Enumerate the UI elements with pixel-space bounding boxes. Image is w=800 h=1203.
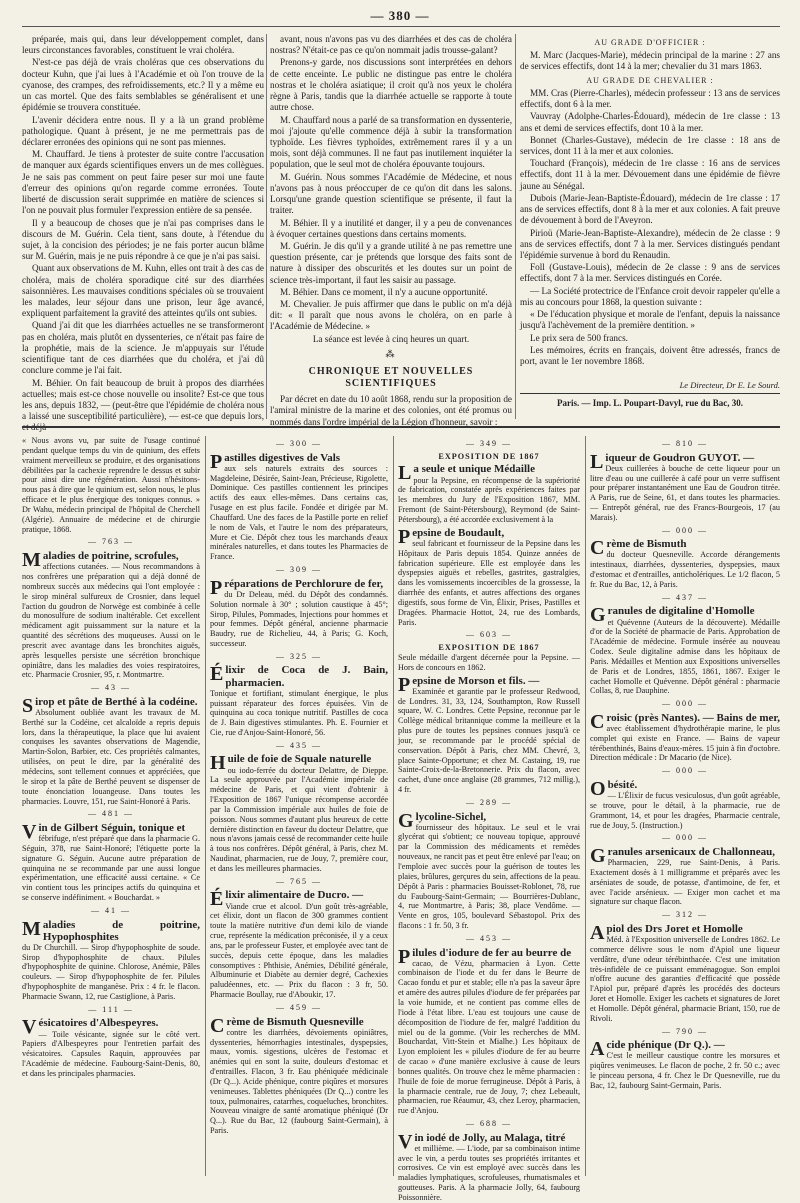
ad-heading bbox=[590, 844, 780, 867]
ad-title: lycoline-Sichel, bbox=[415, 810, 487, 823]
ad-heading bbox=[22, 694, 200, 717]
advertisement bbox=[590, 779, 780, 830]
drop-initial: A bbox=[590, 921, 605, 944]
advertisement bbox=[590, 1039, 780, 1090]
advertisement bbox=[22, 696, 200, 807]
column-divider bbox=[205, 436, 206, 1176]
ad-title: lixir alimentaire de Ducro. — bbox=[225, 889, 364, 902]
paragraph: M. Béhier. On fait beaucoup de bruit à propos des diarrhées actuelles; mais est-ce chose nouvelle ou insolite? Est-ce que tous les ans, depuis 1832, — (peut-être que l'épidémie de choléra nous a laissé une susceptibilité particulière), — est-ce que depuis lors, et déjà bbox=[22, 377, 264, 433]
drop-initial: C bbox=[590, 537, 605, 560]
ad-title: ranules de digitaline d'Homolle bbox=[607, 605, 755, 618]
advertisement bbox=[210, 578, 388, 649]
paragraph: M. Béhier. Dans ce moment, il n'y a aucune opportunité. bbox=[280, 286, 488, 297]
ad-heading bbox=[398, 673, 580, 696]
ad-title: ésicatoires d'Albespeyres. bbox=[38, 1017, 159, 1030]
ad-body: du Dr Deleau, méd. du Dépôt des condamnés. Solution normale à 30° ; solution caustique à 45°; Sirop, Pilules, Pommades, Injections pour hommes et pour femmes. Dépôt général, ancienne pharmacie Baudry, rue de Richelieu, 44, à Paris; G. Koch, successeur. bbox=[210, 589, 388, 649]
paragraph: M. Guérin. Je dis qu'il y a grande utilité à ne pas remettre une question présente, car je prétends que lorsque des faits sont de nature à dissiper des obscurités et les doutes sur un point de science très-important, il faut les saisir au passage. bbox=[270, 240, 512, 285]
paragraph: M. Chevalier. Je puis affirmer que dans le public on m'a déjà dit: « Il paraît que nous avons le choléra, on en parle à l'Académie de Médecine. » bbox=[270, 299, 512, 332]
ad-number: — 000 — bbox=[662, 699, 708, 709]
ad-body: cacao, de Vézu, pharmacien à Lyon. Cette combinaison de l'iode et du fer dans le Beurre de Cacao fondu et pur et stable; elle n'a pas la saveur âpre et amère des autres pilules d'iodure de fer préparées par la voie humide, et ne contient pas comme elles de l'iode à l'état libre. L'eau est toujours une cause de décomposition de l'iodure de fer, malgré l'addition du miel ou de la gomme. (Voir les recherches de MM. Bouchardat, Vitt-Stein et Mialhe.) Les hôpitaux de Lyon emploient les « pilules d'iodure de fer au beurre de cacao » d'une manière exclusive à cause de leurs bonnes qualités. On trouve chez le même pharmacien : l'huile de foie de morue ferrugineuse. Dépôt à Paris, à la pharmacie centrale, rue de Jouy, 7; chez Lebeault, pharmacien, rue Réaumur, 43, chez Leroy, pharmacien, rue d'Anjou. bbox=[398, 958, 580, 1116]
ads-column-1 bbox=[22, 436, 200, 1176]
ad-number: — 603 — bbox=[466, 630, 512, 640]
ad-heading bbox=[590, 604, 780, 627]
ad-body: C'est le meilleur caustique contre les morsures et piqûres venimeuses. Le flacon de poche, 2 fr. 50 c.; avec le pinceau persona, 4 fr. Chez le Dr Quesneville, rue du Bac, 12, faubourg Saint-Germain, Paris. bbox=[590, 1051, 780, 1090]
drop-initial: V bbox=[22, 820, 37, 843]
ad-body: Viande crue et alcool. D'un goût très-agréable, cet élixir, dont un flacon de 300 grammes contient toute la matière nutritive d'un demi kilo de viande crue, représente la médication préconisée, il y a ceux ans, par le professeur Fuster, et employée avec tant de succès, depuis cette époque, dans les maladies consomptives : Phthisie, Anémies, Débilité générale, Albuminurie et Diabète au dernier degré, Cachexies paludéennes, etc. — Prix du flacon : 3 fr, 50. Pharmacie Boullay, rue d'Aboukir, 17. bbox=[210, 901, 388, 1000]
advertisement bbox=[590, 538, 780, 589]
ad-body: fournisseur des hôpitaux. Le seul et le vrai glycérat qui s'obtient; ce nouveau topique, approuvé par la Commission des médicaments et remèdes nouveaux, ne rancit pas et peut être enlevé par l'eau; on l'emploie avec succès pour la guérison de toutes les plaies, brûlures, gerçures du sein, affections de la peau. Dépôt à Paris : pharmacies Bouisset-Roblonet, 78, rue du Faubourg-Saint-Germain; — Bourrières-Dublanc, 4, rue Montmartre, à Paris; 38, place Vendôme. — Vente en gros, 105, boulevard Sébastopol. Prix des flacons : 1 fr. 50, 3 fr. bbox=[398, 822, 580, 931]
drop-initial: É bbox=[210, 888, 224, 911]
advertisement bbox=[398, 947, 580, 1117]
ad-body: et millième. — L'iode, par sa combinaison intime avec le vin, a perdu toutes ses propriétés irritantes et corrosives. Ce vin est employé avec succès dans les maladies lymphatiques, scrofuleuses, rhumatismales et goutteuses. Paris. A la pharmacie Jolly, 64, faubourg Poissonnière. bbox=[398, 1143, 580, 1202]
ad-title: irop et pâte de Berthé à la codéine. bbox=[35, 695, 198, 708]
advertisement bbox=[590, 846, 780, 907]
ad-number: — 437 — bbox=[662, 592, 708, 602]
drop-initial: G bbox=[590, 604, 606, 627]
ad-number: — 000 — bbox=[662, 833, 708, 843]
advertisement bbox=[398, 463, 580, 524]
paragraph: La séance est levée à cinq heures un quart. bbox=[312, 333, 470, 344]
ad-number: — 325 — bbox=[276, 651, 322, 661]
ad-title: cide phénique (Dr Q.). — bbox=[606, 1039, 725, 1052]
ad-section-title: EXPOSITION DE 1867 bbox=[438, 451, 540, 461]
ad-body: du Dr Churchill. — Sirop d'hypophosphite de soude. Sirop d'hypophosphite de chaux. Pilules d'hypophosphite de quinine. Chlorose, Anémie, Pâles couleurs. — Sirop d'hypophosphite de fer. Pilules d'hypophosphite de manganèse. Prix : 4 fr. le flacon. Pharmacie Swann, 12, rue Castiglione, à Paris. bbox=[22, 942, 200, 1001]
drop-initial: G bbox=[398, 809, 414, 832]
drop-initial: L bbox=[398, 462, 412, 485]
ad-heading bbox=[398, 945, 580, 968]
drop-initial: S bbox=[22, 694, 34, 717]
ad-heading bbox=[210, 752, 388, 775]
ad-title: epsine de Morson et fils. — bbox=[412, 674, 540, 687]
ad-title: aladies de poitrine, Hypophosphites bbox=[42, 918, 200, 943]
drop-initial: G bbox=[590, 844, 606, 867]
ad-heading bbox=[210, 1014, 388, 1037]
paragraph: Le prix sera de 500 francs. bbox=[530, 332, 628, 343]
drop-initial: P bbox=[210, 576, 223, 599]
advertisement bbox=[590, 605, 780, 696]
advertisement bbox=[590, 452, 780, 523]
ad-heading bbox=[210, 450, 388, 473]
ad-body: pour la Pepsine, en récompense de la supériorité de fabrication, constatée après expériences faites par les membres du Jury de l'Exposition 1867, MM. Fremont (de Saint-Pétersbourg), Reymond (de Saint-Pétersbourg), a été accordée exclusivement à la bbox=[398, 475, 580, 524]
advertisement bbox=[398, 675, 580, 795]
ad-body: avec établissement d'hydrothérapie marine, le plus complet qui existe en France. — Bains de vapeur térébenthinés, Bains d'eaux-mères. 15 juin à fin d'octobre. Direction médicale : Dr Macario (de Nice). bbox=[590, 723, 780, 763]
ad-heading bbox=[590, 537, 780, 560]
ad-heading bbox=[590, 710, 780, 733]
ad-number: — 435 — bbox=[276, 740, 322, 750]
ad-number: — 810 — bbox=[662, 439, 708, 448]
ads-column-4 bbox=[590, 436, 780, 1176]
ad-title: astilles digestives de Vals bbox=[224, 451, 341, 464]
ad-number: — 763 — bbox=[88, 537, 134, 547]
ad-number: — 453 — bbox=[466, 933, 512, 943]
ad-heading bbox=[210, 664, 388, 688]
ad-number: — 000 — bbox=[662, 766, 708, 776]
advertisement bbox=[398, 1132, 580, 1203]
ad-number: — 41 — bbox=[91, 905, 131, 915]
drop-initial: O bbox=[590, 777, 606, 800]
ad-number: — 459 — bbox=[276, 1002, 322, 1012]
paragraph: Bonnet (Charles-Gustave), médecin de 1re classe : 18 ans de services, dont 11 à la mer et aux colonies. bbox=[520, 134, 780, 157]
ad-number: — 312 — bbox=[662, 910, 708, 920]
advertisement bbox=[398, 527, 580, 628]
ad-body: Tonique et fortifiant, stimulant énergique, le plus puissant réparateur des forces épuisées. Vin de quinquina au coca tonique nutritif. Pastilles de coca de J. Bain digestives stimulantes. Ph. E. Fournier et Cie, rue d'Anjou-Saint-Honoré, 56. bbox=[210, 688, 388, 738]
ad-heading bbox=[22, 1016, 200, 1039]
paragraph: Touchard (François), médecin de 1re classe : 16 ans de services effectifs, dont 11 à la mer. Dévouement dans une épidémie de fièvre jaune au Sénégal. bbox=[520, 158, 780, 191]
article-column-2 bbox=[270, 34, 512, 427]
ad-title: ranules arsenicaux de Challonneau, bbox=[607, 845, 776, 858]
ad-body: Méd. à l'Exposition universelle de Londres 1862. Le commerce délivre sous le nom d'Apiol une liqueur verdâtre, d'une odeur térébinthacée. C'est une imitation très-infidèle de ce puissant emménagogue. Son emploi n'offre aucune des garanties d'efficacité que possède l'Apiol pur, préparé d'après les procédés des docteurs Joret et Homolle. Exiger les cachets et signatures de Joret et Homolle. Dépôt général, pharmacie Briant, 150, rue de Rivoli. bbox=[590, 934, 780, 1023]
paragraph: Foll (Gustave-Louis), médecin de 2e classe : 9 ans de services effectifs, dont 7 à la mer. Services distingués en Corée. bbox=[520, 262, 780, 284]
paragraph: M. Chauffard nous a parlé de sa transformation en dyssenterie, moi j'ajoute qu'elle commence déjà à subir la transformation typhoïde. Les fièvres typhoïdes, extrêmement rares il y a un mois, sont déjà communes. Il ne faut pas inutilement inquiéter la population, que le seul mot de choléra épouvante toujours. bbox=[270, 114, 512, 170]
ad-body: ou iodo-ferrée du docteur Delattre, de Dieppe. La seule approuvée par l'Académie impériale de médecine de Paris, et qui vient d'obtenir à l'Exposition de 1867 l'unique récompense accordée par la Commission impériale aux huiles de foie de poisson. Nous sommes d'autant plus heureux de cette dernière distinction en faveur du docteur Delattre, que nous n'avons jamais cessé de recommander cette huile à tous nos confrères. Dépôt général, à Paris, chez M. Naudinat, pharmacien, rue de Jouy, 7, première cour, et dans les meilleures pharmacies. bbox=[210, 765, 388, 873]
drop-initial: C bbox=[590, 710, 605, 733]
top-rule bbox=[22, 26, 780, 27]
drop-initial: A bbox=[590, 1038, 605, 1061]
ad-body: du docteur Quesneville. Accorde dérangements intestinaux, diarrhées, dyssenteries, dyspepsies, maux d'estomac et d'entrailles, anticholériques. Le 1/2 flacon, 5 fr. Rue du Bac, 12, à Paris. bbox=[590, 550, 780, 589]
ad-title: ilules d'iodure de fer au beurre de bbox=[412, 946, 572, 959]
ad-title: iqueur de Goudron GUYOT. — bbox=[605, 451, 755, 464]
ad-heading bbox=[590, 921, 780, 944]
column-divider bbox=[393, 436, 394, 1176]
paragraph: Prenons-y garde, nos discussions sont interprétées en dehors de cette enceinte. Le public ne distingue pas entre le choléra nostras et le choléra asiatique; il croit qu'à nos yeux le choléra règne à Paris, tandis que la diarrhée actuelle se rapporte à toute autre chose. bbox=[270, 57, 512, 113]
ad-number: — 300 — bbox=[276, 439, 322, 448]
ad-number: — 349 — bbox=[466, 439, 512, 448]
ad-text: Seule médaille d'argent décernée pour la Pepsine. — Hors de concours en 1862. bbox=[398, 652, 580, 672]
ad-heading bbox=[590, 1038, 780, 1061]
chronique-title: CHRONIQUE ET NOUVELLES SCIENTIFIQUES bbox=[308, 365, 474, 390]
ad-body: Pharmacien, 229, rue Saint-Denis, à Paris. Exactement dosés à 1 milligramme et préparés avec les arséniates de soude, de potasse, d'antimoine, de fer, et avec l'acide arsénieux. — Exiger mon cachet et ma signature sur chaque flacon. bbox=[590, 858, 780, 907]
drop-initial: P bbox=[210, 450, 223, 473]
ad-body: — Toile vésicante, signée sur le côté vert. Papiers d'Albespeyres pour l'entretien parfait des vésicatoires. Capsules Raquin, approuvées par l'Académie de médecine. Faubourg-Saint-Denis, 80, et dans les principales pharmacies. bbox=[22, 1029, 200, 1078]
column-divider bbox=[515, 34, 516, 419]
ad-title: in de Gilbert Séguin, tonique et bbox=[38, 821, 186, 834]
ads-column-2 bbox=[210, 436, 388, 1176]
ornament-divider: ⁂ bbox=[385, 348, 397, 359]
ad-heading bbox=[22, 549, 200, 572]
paragraph: Quand j'ai dit que les diarrhées actuelles ne se transformeront pas en choléra, mais plutôt en dyssenteries, ce n'était pas faire de la prophétie, mais de la science. Je m'appuyais sur l'étude scientifique tant de ces diarrhées que du choléra, et j'ai dû conclure comme je l'ai fait. bbox=[22, 320, 264, 376]
ad-heading bbox=[210, 576, 388, 599]
ad-title: a seule et unique Médaille bbox=[413, 463, 535, 476]
paragraph: Pirioü (Marie-Jean-Baptiste-Alexandre), médecin de 2e classe : 9 ans de services effectifs, dont 7 à la mer. Services distingués pendant l'épidémie survenue à bord du Renaudin. bbox=[520, 227, 780, 260]
advertisement bbox=[22, 919, 200, 1002]
paragraph: Dubois (Marie-Jean-Baptiste-Édouard), médecin de 1re classe : 17 ans de services effectifs, dont 8 à la mer et aux colonies. A fait preuve de dévouement à bord de l'Aveyron. bbox=[520, 192, 780, 226]
ad-body: seul fabricant et fournisseur de la Pepsine dans les Hôpitaux de Paris depuis 1854. Quinze années de fabrication supérieure. Elle est employée dans les dyspepsies aiguës et rebelles, gastrites, gastralgies, dans les vomissements incoercibles de la grossesse, la diarrhée des enfants, et autres affections des organes digestifs, sous forme de Vin, Élixir, Prises, Pastilles et Dragées. Pharmacie Hottot, 24, rue des Lombards, Paris. bbox=[398, 538, 580, 627]
ad-body: contre les diarrhées, dévoiements opiniâtres, dyssenteries, hémorrhagies intestinales, dyspepsies, maux, vomis. sigestions, ulcères de l'estomac et anémies qui en sont la suite, douleurs d'estomac et d'entrailles. Flacon, 3 fr. Eau phéniquée médicinale (Dr Q...). Acide phénique, contre piqûres et morsures venimeuses. Tablettes phéniquées (Dr Q...) contre les toux, pulmonaires, catarrhes, coqueluches, bronchites. Nouveau vinaigre de santé aromatique phéniqué (Dr Q...). Rue du Bac, 12 (faubourg Saint-Germain), à Paris. bbox=[210, 1027, 388, 1136]
ad-heading bbox=[398, 1130, 580, 1153]
paragraph: avant, nous n'avons pas vu des diarrhées et des cas de choléra nostras? N'était-ce pas ce qu'on nommait jadis trousse-galant? bbox=[270, 34, 512, 56]
ad-number: — 289 — bbox=[466, 797, 512, 807]
printer-line: Paris. — Imp. L. Poupart-Davyl, rue du Bac, 30. bbox=[556, 398, 743, 408]
grade-heading: AU GRADE DE CHEVALIER : bbox=[586, 76, 714, 86]
drop-initial: V bbox=[22, 1016, 37, 1039]
paragraph: Les mémoires, écrits en français, doivent être adressés, francs de port, avant le 1er novembre 1868. bbox=[520, 344, 780, 366]
footer-rule bbox=[520, 393, 780, 394]
ad-heading bbox=[398, 809, 580, 832]
drop-initial: V bbox=[398, 1130, 413, 1153]
article-column-1 bbox=[22, 34, 264, 433]
ad-title: epsine de Boudault, bbox=[412, 526, 505, 539]
paragraph: — La Société protectrice de l'Enfance croit devoir rappeler qu'elle a mis au concours pour 1868, la question suivante : bbox=[520, 285, 780, 307]
ad-body: Deux cuillerées à bouche de cette liqueur pour un litre d'eau ou une cuillerée à café pour un verre suffisent pour préparer instantanément une Eau de Goudron titrée. A Paris, rue de Seine, 61, et dans toutes les pharmacies. — Entrepôt général, rue des Francs-Bourgeois, 17 (au Marais). bbox=[590, 463, 780, 522]
paragraph: M. Chauffard. Je tiens à protester de suite contre l'accusation de manquer aux égards scientifiques envers un de mes collègues. Je ne sais pas comment on peut faire peser sur moi une faute d'erreur des opinions qu'on regarde comme erronées. Toute liberté de discussion serait supprimée en matière de sciences si l'on ne pouvait plus formuler l'expression entière de sa pensée. bbox=[22, 149, 264, 216]
drop-initial: É bbox=[210, 663, 224, 686]
drop-initial: M bbox=[22, 549, 41, 572]
drop-initial: P bbox=[398, 525, 411, 548]
advertisement bbox=[22, 550, 200, 680]
ad-number: — 790 — bbox=[662, 1026, 708, 1036]
paragraph: préparée, mais qui, dans leur développement complet, dans leurs circonstances favorables, constituent le vrai choléra. bbox=[22, 34, 264, 56]
paragraph: N'est-ce pas déjà de vrais choléras que ces observations du docteur Kuhn, que j'ai lues à l'Académie et où l'on trouve de la cyanose, des crampes, des refroidissements, etc.? Il y a même eu un cas mortel. Que des faits semblables se généralisent et une épidémie se trouvera constituée. bbox=[22, 57, 264, 113]
ad-title: lixir de Coca de J. Bain, pharmacien. bbox=[225, 664, 388, 689]
chronique-text: Par décret en date du 10 août 1868, rendu sur la proposition de l'amiral ministre de la marine et des colonies, ont été promus ou nommés dans l'ordre impérial de la Légion d'honneur, savoir : bbox=[270, 394, 512, 427]
advertisement bbox=[22, 822, 200, 903]
column-divider bbox=[585, 436, 586, 1176]
ad-number: — 111 — bbox=[88, 1004, 134, 1014]
ad-title: in iodé de Jolly, au Malaga, titré bbox=[414, 1131, 566, 1144]
ad-title: roisic (près Nantes). — Bains de mer, bbox=[606, 711, 780, 724]
advertisement bbox=[590, 712, 780, 763]
paragraph: Il y a beaucoup de choses que je n'ai pas comprises dans le discours de M. Guérin. Cela tient, sans doute, à l'étendue du sujet, à la concision des périodes; je ne fais porter aucun blâme sur M. Guérin, mais je ne puis répondre à ce que je n'ai pas saisi. bbox=[22, 217, 264, 262]
column-divider bbox=[266, 34, 267, 419]
paragraph: Quant aux observations de M. Kuhn, elles ont trait à des cas de choléra, mais de choléra sporadique cité sur des diarrhées saisonnières. Les mauvaises conditions spéciales où se trouvaient les malades, leur séjour dans une prison, leur âge avancé, expliquent parfaitement la gravité des atteintes qu'ils ont subies. bbox=[22, 263, 264, 319]
ad-heading bbox=[590, 450, 780, 473]
page-number: — 380 — bbox=[370, 8, 430, 23]
paragraph: M. Béhier. Il y a inutilité et danger, il y a peu de convenances à évoquer certaines questions dans certains moments. bbox=[270, 217, 512, 239]
ad-number: — 481 — bbox=[88, 809, 134, 819]
ad-body: — L'Élixir de fucus vesiculosus, d'un goût agréable, se trouve, pour le détail, à la pharmacie, rue de Grammont, 14, et pour les dragées, Pharmacie centrale, rue de Jouy, 5. (Instruction.) bbox=[590, 791, 780, 830]
ad-number: — 43 — bbox=[91, 683, 131, 693]
article-column-3 bbox=[520, 34, 780, 374]
drop-initial: P bbox=[398, 673, 411, 696]
ad-text: « Nous avons vu, par suite de l'usage continué pendant quelque temps du vin de quinium, des effets vraiment merveilleux se produire, et des organisations débilitées par la cachexie reprendre le dessus et subir pour ainsi dire une régénération. Aussi n'hésitons-nous pas à dire que le quinium est, selon nous, le plus efficace et le plus énergique des toniques connus. » Dr Wahu, médecin principal de l'hôpital de Cherchell (Algérie). Annuaire de médecine et de chirurgie pratique, 1868. bbox=[22, 436, 200, 534]
ad-heading bbox=[398, 525, 580, 548]
advertisement bbox=[210, 889, 388, 1000]
ad-title: piol des Drs Joret et Homolle bbox=[606, 922, 743, 935]
ad-title: bésité. bbox=[607, 778, 638, 791]
ad-title: uile de foie de Squale naturelle bbox=[227, 753, 372, 766]
ad-number: — 000 — bbox=[662, 525, 708, 535]
ad-title: rème de Bismuth Quesneville bbox=[226, 1015, 364, 1028]
section-rule bbox=[22, 426, 780, 428]
ad-title: aladies de poitrine, scrofules, bbox=[42, 550, 179, 563]
ad-title: réparations de Perchlorure de fer, bbox=[224, 577, 384, 590]
ad-title: rème de Bismuth bbox=[606, 538, 687, 551]
paragraph: « De l'éducation physique et morale de l'enfant, depuis la naissance jusqu'à l'achèvement de la première dentition. » bbox=[520, 309, 780, 331]
paragraph: L'avenir décidera entre nous. Il y a là un grand problème pathologique. Quant à présent, je ne me permettrais pas de déclarer erronées des opinions qui ne sont pas miennes. bbox=[22, 114, 264, 147]
ad-body: Absolument oubliée avant les travaux de M. Berthé sur la Codéine, cet alcaloïde a repris depuis lors, dans la thérapeutique, la place que lui avaient conquises les savantes observations de Magendie, Martin-Solon, Barbier, etc. Ces propriétés calmantes, utilisées, on peut le dire, par la généralité des médecins, sont tellement connues et appréciées, que le sirop et la pâte de Berthé peuvent se dispenser de toute énonciation louangeuse. Dans toutes les pharmacies. Louvre, 151, rue Saint-Honoré à Paris. bbox=[22, 707, 200, 806]
paragraph: Vauvray (Adolphe-Charles-Édouard), médecin de 1re classe : 13 ans et demi de services effectifs, dont 10 à la mer. bbox=[520, 111, 780, 133]
ad-body: Examinée et garantie par le professeur Redwood, de Londres. 31, 33, 124, Southampton, Row Russell square, W. C. Londres. Cette Pepsine, reconnue par le Collège médical britannique comme la meilleure et la plus pure de toutes les pepsines connues jusqu'à ce jour, se recommande par le procédé spécial de conservation. Dépôt à Paris, chez MM. Chevré, 3, place Sainte-Opportune; et chez M. Castaing, 19, rue Sainte-Croix-de-la-Bretonnerie. Prix du flacon, avec cachet, d'une once anglaise (28 grammes, 712 millig.), 4 fr. bbox=[398, 686, 580, 795]
ad-heading bbox=[590, 777, 780, 800]
ad-body: aux sels naturels extraits des sources : Magdeleine, Désirée, Saint-Jean, Précieuse, Rigolette, Dominique. Ces pastilles contiennent les principes actifs des eaux elles-mêmes. Dans certains cas, l'usage en est plus facile. Fondée et dirigée par M. Chauffard. Une des faces de la Pastille porte en relief le nom de Vals, et l'autre le nom des préparateurs, Mure et Cie. Dépôt chez tous les marchands d'eaux minérales naturelles, et dans toutes les Pharmacies de France. bbox=[210, 463, 388, 562]
drop-initial: L bbox=[590, 450, 604, 473]
ad-heading bbox=[22, 919, 200, 943]
advertisement bbox=[590, 923, 780, 1024]
ad-heading bbox=[398, 462, 580, 485]
paragraph: M. Marc (Jacques-Marie), médecin principal de la marine : 27 ans de services effectifs, dont 14 à la mer; chevalier du 31 mars 1863. bbox=[520, 49, 780, 71]
advertisement bbox=[210, 664, 388, 737]
director-signature: Le Directeur, Dr E. Le Sourd. bbox=[679, 380, 780, 390]
ad-section-title: EXPOSITION DE 1867 bbox=[438, 643, 540, 653]
paragraph: MM. Cras (Pierre-Charles), médecin professeur : 13 ans de services effectifs, dont 6 à la mer. bbox=[520, 87, 780, 110]
ad-body: affections cutanées. — Nous recommandons à nos confrères une préparation qui a déjà donné de nombreux succès aux médecins qui l'ont employée : le sirop minéral sulfureux de Crosnier, dans lequel l'action du goudron de Norwège est combinée à celle du monosulfure de sodium inaltérable. Cet excellent médicament agit puissamment sur la nature et la quantité des sécrétions des muqueuses. Aussi on le prescrit avec avantage dans les bronchites aiguës, après lesquelles persiste une sécrétion bronchique opiniâtre, dans les maladies des voies respiratoires, etc. Pharmacie Crosnier, 95, r. Montmartre. bbox=[22, 562, 200, 680]
ad-heading bbox=[210, 888, 388, 911]
ad-number: — 765 — bbox=[276, 876, 322, 886]
ad-number: — 309 — bbox=[276, 565, 322, 575]
advertisement bbox=[210, 1016, 388, 1136]
advertisement bbox=[210, 753, 388, 873]
ads-column-3 bbox=[398, 436, 580, 1202]
paragraph: M. Guérin. Nous sommes l'Académie de Médecine, et nous n'avons pas à nous préoccuper de ce qu'on dit dans les salons. Lorsqu'une grande question scientifique se présente, il faut la traiter. bbox=[270, 171, 512, 216]
grade-heading: AU GRADE D'OFFICIER : bbox=[594, 38, 706, 47]
ad-number: — 688 — bbox=[466, 1119, 512, 1129]
advertisement bbox=[398, 811, 580, 931]
drop-initial: H bbox=[210, 752, 226, 775]
ad-heading bbox=[22, 820, 200, 843]
ad-body: et Quévenne (Auteurs de la découverte). Médaille d'or de la Société de pharmacie de Paris. Approbation de l'Académie de médecine. Formule insérée au nouveau Codex. Seule digitaline admise dans les hôpitaux de Paris. Médailles et Mention aux Expositions universelles de Paris et de Londres, 1855, 1861, 1867. Exiger le cachet Homolle et Quévenne. Dépôt général : pharmacie Collas, 8, rue Dauphine. bbox=[590, 617, 780, 696]
drop-initial: M bbox=[22, 917, 41, 940]
drop-initial: P bbox=[398, 945, 411, 968]
advertisement bbox=[22, 1017, 200, 1078]
drop-initial: C bbox=[210, 1014, 225, 1037]
advertisement bbox=[210, 452, 388, 563]
ad-body: fébrifuge, n'est préparé que dans la pharmacie G. Séguin, 378, rue Saint-Honoré; l'étiquette porte la signature G. Séguin. Aucune autre préparation de quinquina ne se recommande par une aussi longue expérimentation, une efficacité aussi certaine. « Ce vin contient tous les principes actifs du quinquina et se conserve indéfiniment. « Bouchardat. » bbox=[22, 834, 200, 903]
